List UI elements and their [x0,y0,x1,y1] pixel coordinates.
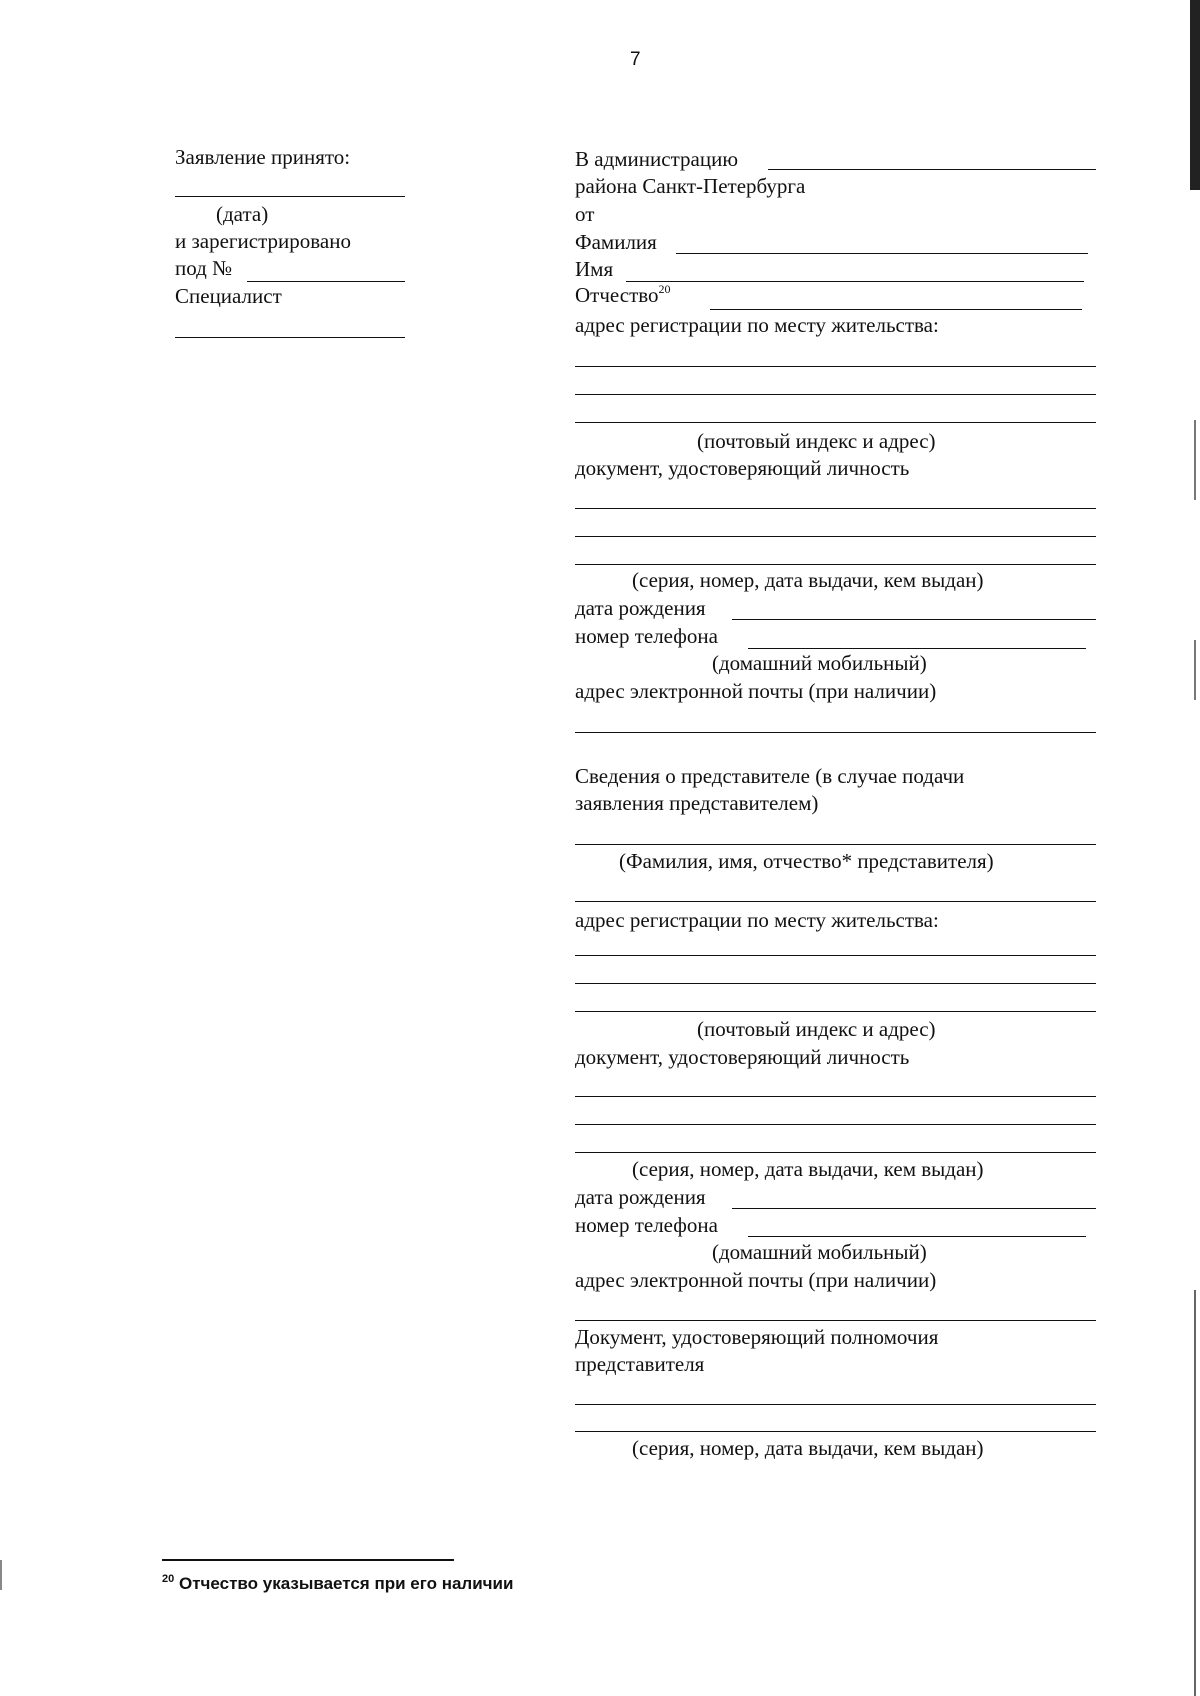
rep-reg-address-line-2[interactable] [575,983,1096,984]
rep-phone-field-line[interactable] [748,1236,1086,1237]
reg-address-line-2[interactable] [575,394,1096,395]
reg-address-line-3[interactable] [575,422,1096,423]
rep-reg-address-label: адрес регистрации по месту жительства: [575,908,939,932]
application-accepted-label: Заявление принято: [175,145,351,169]
authority-document-caption: (серия, номер, дата выдачи, кем выдан) [632,1436,984,1460]
authority-document-line-2: представителя [575,1352,705,1376]
rep-phone-caption: (домашний мобильный) [712,1240,927,1264]
name-field-line[interactable] [626,281,1084,282]
id-document-label: документ, удостоверяющий личность [575,456,910,480]
representative-info-line-1: Сведения о представителе (в случае подачи [575,764,965,788]
reg-address-line-1[interactable] [575,366,1096,367]
name-label: Имя [575,257,614,281]
surname-field-line[interactable] [676,253,1088,254]
scan-edge-mark-1 [1194,420,1196,500]
patronymic-text: Отчество [575,283,659,307]
rep-reg-address-line-3[interactable] [575,1011,1096,1012]
representative-name-caption: (Фамилия, имя, отчество* представителя) [619,849,994,873]
district-label: района Санкт-Петербурга [575,174,806,198]
email-label: адрес электронной почты (при наличии) [575,679,937,703]
authority-document-field-line-2[interactable] [575,1431,1096,1432]
footnote-text: Отчество указывается при его наличии [178,1574,514,1593]
rep-id-document-label: документ, удостоверяющий личность [575,1045,910,1069]
to-administration-label: В администрацию [575,147,739,171]
reg-address-label: адрес регистрации по месту жительства: [575,313,939,337]
from-label: от [575,202,595,226]
scan-edge-mark-top [1190,0,1200,190]
rep-id-document-line-1[interactable] [575,1096,1096,1097]
surname-label: Фамилия [575,230,657,254]
patronymic-label [575,282,671,307]
administration-field-line[interactable] [768,169,1096,170]
email-field-line[interactable] [575,732,1096,733]
authority-document-field-line-1[interactable] [575,1404,1096,1405]
patronymic-field-line[interactable] [710,309,1082,310]
phone-caption: (домашний мобильный) [712,651,927,675]
specialist-field-line[interactable] [175,337,405,338]
registered-label: и зарегистрировано [175,229,351,253]
rep-email-field-line[interactable] [575,1320,1096,1321]
rep-id-document-line-3[interactable] [575,1152,1096,1153]
representative-name-field-line[interactable] [575,844,1096,845]
date-field-line[interactable] [175,196,405,197]
registration-number-field-line[interactable] [247,281,405,282]
rep-id-document-caption: (серия, номер, дата выдачи, кем выдан) [632,1157,984,1181]
id-document-line-1[interactable] [575,508,1096,509]
representative-extra-line[interactable] [575,901,1096,902]
representative-info-line-2: заявления представителем) [575,791,819,815]
rep-postal-caption: (почтовый индекс и адрес) [697,1017,936,1041]
rep-birth-date-field-line[interactable] [732,1208,1096,1209]
id-document-caption: (серия, номер, дата выдачи, кем выдан) [632,568,984,592]
postal-caption: (почтовый индекс и адрес) [697,429,936,453]
scan-edge-mark-3 [1194,1290,1196,1696]
rep-id-document-line-2[interactable] [575,1124,1096,1125]
footnote-separator [162,1559,454,1561]
footnote-ref: 20 [162,1573,175,1585]
id-document-line-2[interactable] [575,536,1096,537]
authority-document-line-1: Документ, удостоверяющий полномочия [575,1325,939,1349]
scan-edge-mark-2 [1194,640,1196,700]
birth-date-field-line[interactable] [732,619,1096,620]
registration-number-label: под № [175,256,233,280]
footnote [162,1575,513,1592]
date-caption: (дата) [216,202,269,226]
rep-phone-label: номер телефона [575,1213,718,1237]
page-number: 7 [630,49,641,70]
rep-email-label: адрес электронной почты (при наличии) [575,1268,937,1292]
patronymic-footnote-ref: 20 [658,282,671,296]
phone-label: номер телефона [575,624,718,648]
birth-date-label: дата рождения [575,596,706,620]
rep-reg-address-line-1[interactable] [575,955,1096,956]
specialist-label: Специалист [175,284,282,308]
id-document-line-3[interactable] [575,564,1096,565]
scan-edge-mark-left [0,1560,2,1590]
phone-field-line[interactable] [748,648,1086,649]
rep-birth-date-label: дата рождения [575,1185,706,1209]
